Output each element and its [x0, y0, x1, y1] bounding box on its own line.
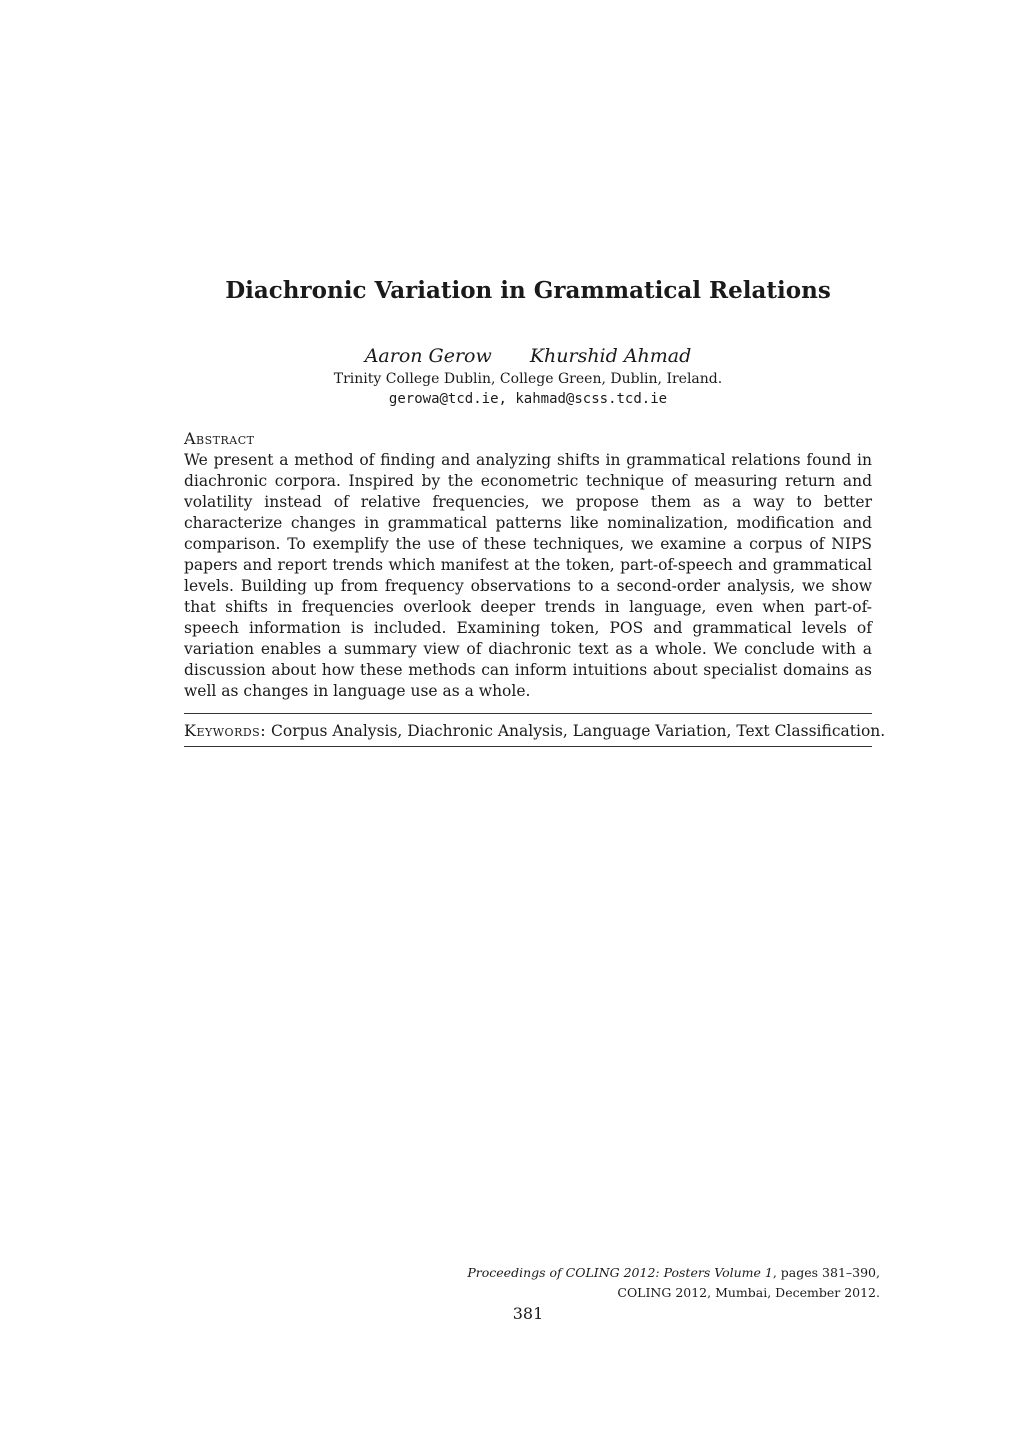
keywords-bottom-rule	[184, 746, 872, 747]
proceedings-citation	[400, 1263, 880, 1303]
author-name: Khurshid Ahmad	[529, 345, 692, 367]
proceedings-venue: Proceedings of COLING 2012: Posters Volume 1	[467, 1265, 773, 1280]
proceedings-location: COLING 2012, Mumbai, December 2012.	[617, 1285, 880, 1300]
paper-title: Diachronic Variation in Grammatical Relations	[225, 277, 831, 304]
abstract-heading: Abstract	[184, 429, 255, 448]
affiliation: Trinity College Dublin, College Green, Dublin, Ireland.	[333, 371, 723, 387]
page-number: 381	[512, 1304, 544, 1323]
author-name: Aaron Gerow	[364, 345, 492, 367]
keywords-list: Corpus Analysis, Diachronic Analysis, Language Variation, Text Classification.	[271, 722, 886, 740]
author-list	[0, 345, 1024, 367]
keywords-top-rule	[184, 713, 872, 714]
proceedings-pages: , pages 381–390,	[772, 1265, 880, 1280]
author-emails: gerowa@tcd.ie, kahmad@scss.tcd.ie	[388, 391, 668, 407]
keywords-label: Keywords:	[184, 721, 267, 740]
keywords-line	[184, 721, 886, 740]
abstract-body: We present a method of finding and analyzing shifts in grammatical relations found in diachronic corpora. Inspired by the econometric technique of measuring return and volatility instead of relative frequencies, we propose them as a way to better characterize changes in grammatical patterns like nominalization, modification and comparison. To exemplify the use of these techniques, we examine a corpus of NIPS papers and report trends which manifest at the token, part-of-speech and grammatical levels. Building up from frequency observations to a second-order analysis, we show that shifts in frequencies overlook deeper trends in language, even when part-of-speech information is included. Examining token, POS and grammatical levels of variation enables a summary view of diachronic text as a whole. We conclude with a discussion about how these methods can inform intuitions about specialist domains as well as changes in language use as a whole.	[184, 451, 872, 700]
